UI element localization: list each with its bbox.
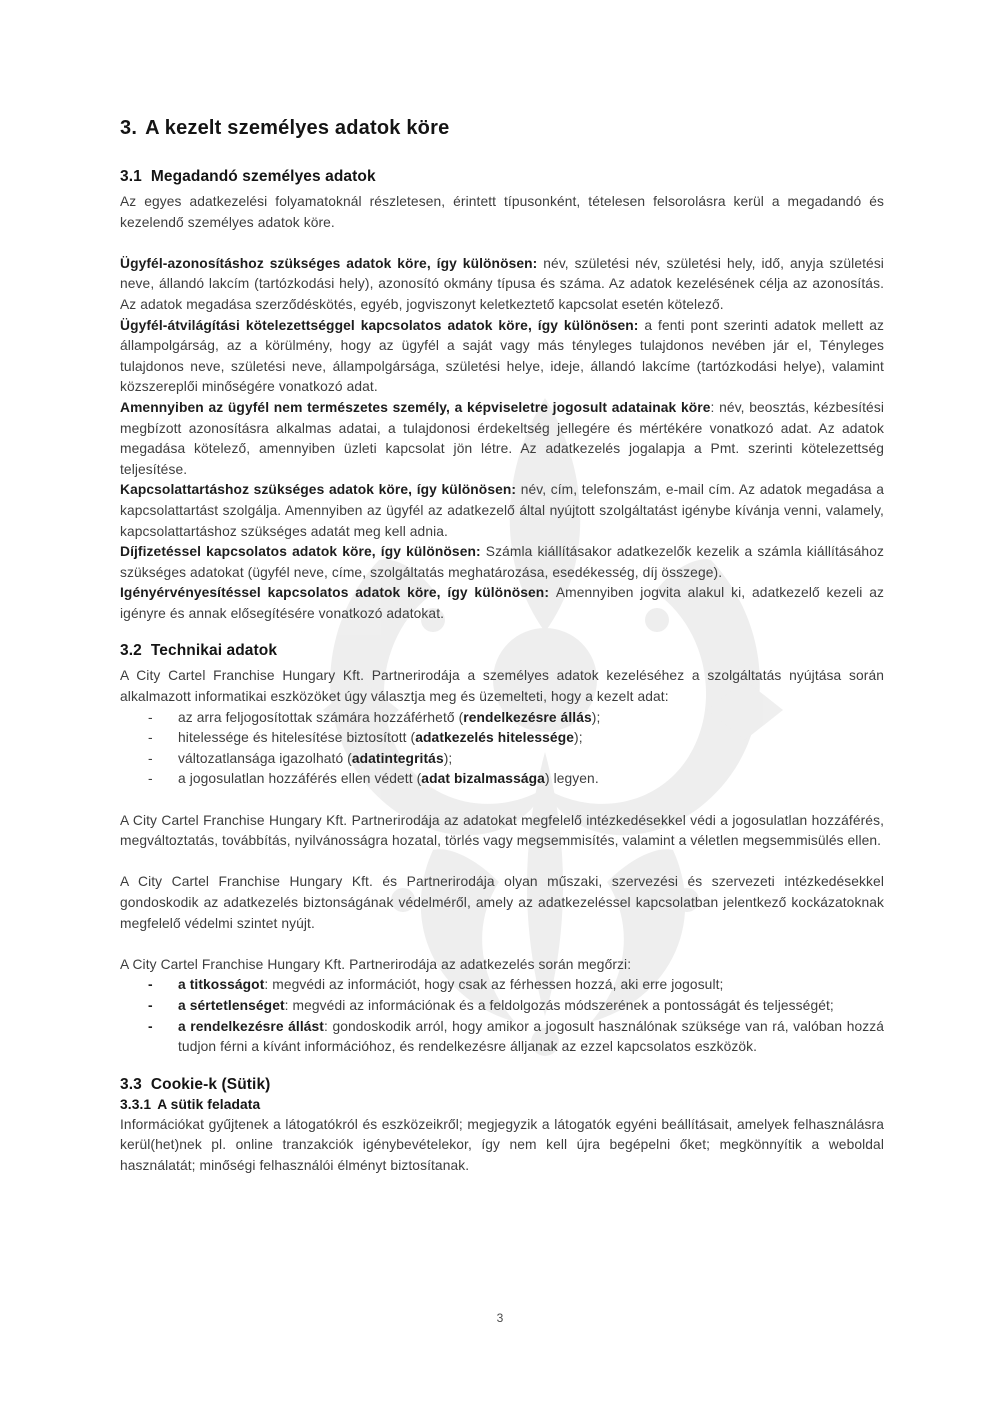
- text-run: A City Cartel Franchise Hungary Kft. és Partnerirodája olyan műszaki, szervezési és szervezeti intézkedésekkel gondoskodik az adatkezelés biztonságának védelméről, amely az adatkezeléssel kapcsolatban jelentkező kockázatoknak megfelelő védelmi szintet nyújt.: [120, 874, 884, 931]
- text-run: név, cím, telefonszám, e-mail cím. Az adatok megadása a kapcsolattartást szolgálja. Amennyiben az ügyfél az adatkezelő által nyújtott szolgáltatást igénybe kívánja venni, valamely, kapcsolattartáshoz szükséges adatát meg kell adnia.: [120, 482, 884, 539]
- bullet-item: [120, 728, 884, 749]
- section-heading: [120, 167, 884, 186]
- text-run: A City Cartel Franchise Hungary Kft. Partnerirodája a személyes adatok kezeléséhez a szolgáltatás nyújtása során alkalmazott informatikai eszközöket úgy választja meg és üzemelteti, hogy a kezelt adat:: [120, 668, 884, 705]
- paragraph: [120, 583, 884, 624]
- heading-text: Cookie-k (Sütik): [150, 1075, 271, 1093]
- bullet-item: [120, 749, 884, 770]
- bullet-dash: -: [148, 977, 153, 993]
- text-run: Információkat gyűjtenek a látogatókról és eszközeikről; megjegyzik a látogatók egyéni beállításait, amelyek felhasználásra kerül(het)nek pl. online tranzakciók igénybevételekor, így nem kell újra begépelni őket; megkönnyítik a weboldal használatát; minőségi felhasználói élményt biztosítanak.: [120, 1116, 884, 1173]
- bold-text-run: adatintegritás: [351, 750, 444, 766]
- paragraph: [120, 811, 884, 852]
- bullet-item: [120, 975, 884, 996]
- bullet-text: [178, 708, 884, 729]
- bullet-dash: -: [148, 771, 153, 787]
- bold-text-run: Igényérvényesítéssel kapcsolatos adatok köre, így különösen:: [120, 585, 556, 601]
- section-heading: [120, 1096, 884, 1114]
- section-heading: [120, 641, 884, 660]
- bullet-item: [120, 708, 884, 729]
- heading-number: 3.1: [120, 168, 142, 185]
- bullet-item: [120, 769, 884, 790]
- bold-text-run: Ügyfél-átvilágítási kötelezettséggel kapcsolatos adatok köre, így különösen:: [120, 317, 645, 333]
- text-run: hitelessége és hitelesítése biztosított (: [178, 730, 416, 746]
- bold-text-run: a rendelkezésre állást: [178, 1018, 325, 1034]
- paragraph: [120, 542, 884, 583]
- text-run: Amennyiben jogvita alakul ki, adatkezelő kezeli az igényre és annak elősegítésére vonatkozó adatokat.: [120, 585, 884, 621]
- bullet-dash: -: [148, 750, 153, 766]
- text-run: );: [574, 730, 583, 746]
- bold-text-run: adatkezelés hitelessége: [415, 730, 575, 746]
- paragraph: [120, 480, 884, 542]
- bullet-text: [178, 1017, 884, 1058]
- text-run: : megvédi az információnak és a feldolgozás módszerének a pontosságát és teljességét;: [284, 997, 834, 1013]
- heading-text: Technikai adatok: [150, 642, 278, 660]
- heading-number: 3.2: [120, 642, 142, 660]
- paragraph: [120, 666, 884, 707]
- text-run: : név, beosztás, kézbesítési megbízott azonosításra alkalmas adatai, a tulajdonosi érdekeltség jellegére és mértékére vonatkozó adat. Az adatok megadása kötelező, amennyiben üzleti kapcsolat jön létre. Az adatkezelés jogalapja a Pmt. szerinti kötelezettség teljesítése.: [120, 399, 884, 477]
- bullet-item: [120, 1017, 884, 1058]
- text-run: A City Cartel Franchise Hungary Kft. Partnerirodája az adatkezelés során megőrzi:: [120, 956, 632, 972]
- bullet-text: [178, 728, 884, 749]
- text-run: : gondoskodik arról, hogy amikor a jogosult használónak szüksége van rá, valóban hozzá tudjon férni a kívánt információhoz, és rendelkezésre álljanak az ezzel kapcsolatos eszközök.: [178, 1018, 885, 1055]
- bold-text-run: Kapcsolattartáshoz szükséges adatok köre, így különösen:: [120, 482, 521, 498]
- document-content: [120, 0, 884, 1177]
- paragraph: [120, 316, 884, 398]
- heading-number: 3.: [120, 117, 138, 139]
- bullet-text: [178, 769, 884, 790]
- bullet-text: [178, 975, 884, 996]
- bold-text-run: Ügyfél-azonosításhoz szükséges adatok köre, így különösen:: [120, 255, 544, 271]
- bold-text-run: Díjfizetéssel kapcsolatos adatok köre, így különösen:: [120, 544, 486, 560]
- paragraph: [120, 254, 884, 316]
- text-run: a fenti pont szerinti adatok mellett az állampolgárság, az a körülmény, hogy az ügyfél a saját vagy más tényleges tulajdonos nevében jár el, Tényleges tulajdonos neve, születési neve, állampolgársága, születési helye, ideje, állandó lakcíme (tartózkodási helye), valamint közszereplői minőségére vonatkozó adat.: [120, 317, 884, 395]
- paragraph-spacer: [120, 934, 884, 955]
- heading-text: A sütik feladata: [157, 1096, 261, 1112]
- heading-number: 3.3.1: [120, 1096, 152, 1112]
- heading-number: 3.3: [120, 1075, 142, 1093]
- text-run: );: [591, 709, 601, 725]
- bullet-dash: -: [148, 730, 153, 746]
- bullet-dash: -: [148, 1018, 153, 1034]
- paragraph: [120, 192, 884, 233]
- bold-text-run: a sértetlenséget: [178, 997, 285, 1013]
- text-run: A City Cartel Franchise Hungary Kft. Partnerirodája az adatokat megfelelő intézkedésekkel védi a jogosulatlan hozzáférés, megváltoztatás, továbbítás, nyilvánosságra hozatal, törlés vagy megsemmisítés, valamint a véletlen megsemmisülés ellen.: [120, 812, 884, 849]
- text-run: az arra feljogosítottak számára hozzáférhető (: [178, 709, 464, 725]
- bullet-text: [178, 996, 884, 1017]
- text-run: név, születési név, születési hely, idő, anyja születési neve, állandó lakcím (tartózkodási hely), azonosító okmány típusa és száma. Az adatok kezelésének célja az azonosítás. Az adatok megadása szerződéskötés, egyéb, jogviszonyt keletkeztető kapcsolat esetén kötelező.: [120, 255, 884, 312]
- paragraph: [120, 398, 884, 480]
- bold-text-run: rendelkezésre állás: [463, 709, 592, 725]
- paragraph: [120, 1115, 884, 1177]
- paragraph: [120, 872, 884, 934]
- bold-text-run: a titkosságot: [178, 977, 265, 993]
- document-title: [120, 116, 884, 140]
- text-run: Számla kiállításakor adatkezelők kezelik a számla kiállításához szükséges adatokat (ügyfél neve, címe, szolgáltatás meghatározása, esedékesség, díj összege).: [120, 544, 884, 580]
- text-run: változatlansága igazolható (: [178, 750, 352, 766]
- text-run: ) legyen.: [544, 771, 599, 787]
- text-run: : megvédi az információt, hogy csak az férhessen hozzá, aki erre jogosult;: [264, 977, 724, 993]
- text-run: a jogosulatlan hozzáférés ellen védett (: [178, 771, 422, 787]
- heading-text: Megadandó személyes adatok: [150, 168, 376, 185]
- bullet-dash: -: [148, 997, 153, 1013]
- paragraph-spacer: [120, 852, 884, 873]
- bullet-dash: -: [148, 709, 153, 725]
- paragraph-spacer: [120, 790, 884, 811]
- bold-text-run: Amennyiben az ügyfél nem természetes személy, a képviseletre jogosult adatainak köre: [120, 399, 711, 415]
- paragraph-spacer: [120, 233, 884, 254]
- page-number: 3: [496, 1311, 504, 1325]
- text-run: Az egyes adatkezelési folyamatoknál részletesen, érintett típusonként, tételesen felsorolásra kerül a megadandó és kezelendő személyes adatok köre.: [120, 194, 884, 230]
- bullet-text: [178, 749, 884, 770]
- bullet-item: [120, 996, 884, 1017]
- section-heading: [120, 1075, 884, 1094]
- text-run: );: [443, 750, 453, 766]
- bold-text-run: adat bizalmassága: [421, 771, 545, 787]
- heading-text: A kezelt személyes adatok köre: [145, 117, 450, 139]
- paragraph: [120, 955, 884, 976]
